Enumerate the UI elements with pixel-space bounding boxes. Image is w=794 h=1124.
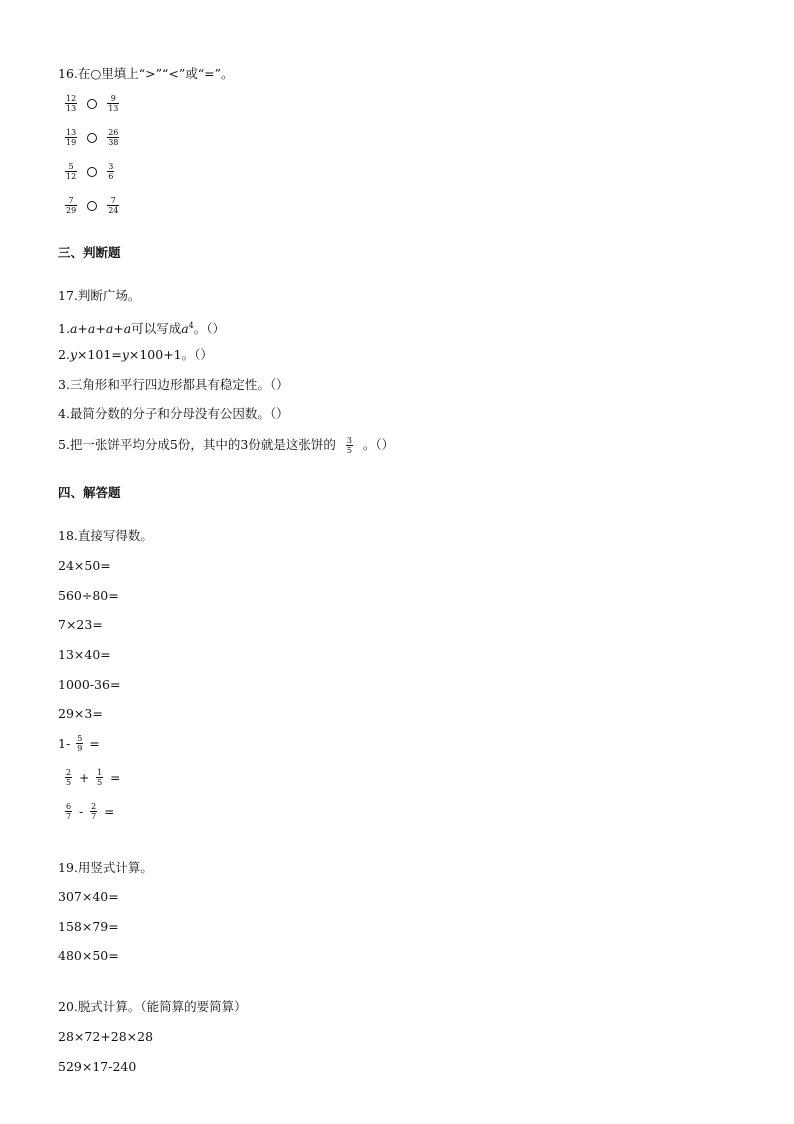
fraction: $\frac{6}{7}$ (66, 802, 72, 821)
compare-row-1 (62, 94, 122, 113)
fraction-left: $\frac{13}{19}$ (66, 128, 77, 147)
fraction-right: $\frac{26}{38}$ (108, 128, 119, 147)
section-title-answers: 四、解答题 (58, 485, 121, 500)
q18-item-7: 1- $\frac{5}{9}$ = (58, 734, 100, 753)
compare-row-4 (62, 196, 122, 215)
fraction: $\frac{1}{5}$ (97, 768, 103, 787)
compare-row-3 (62, 162, 117, 181)
q18-item-3: 7×23= (58, 617, 103, 632)
fraction: $\frac{2}{5}$ (66, 768, 72, 787)
q18-item-1: 24×50= (58, 558, 111, 573)
answer-circle[interactable] (87, 201, 97, 211)
q19-item-2: 158×79= (58, 919, 119, 934)
fraction-right: $\frac{7}{24}$ (108, 196, 119, 215)
q19-item-1: 307×40= (58, 889, 119, 904)
answer-circle[interactable] (87, 167, 97, 177)
answer-circle[interactable] (87, 99, 97, 109)
fraction-right: $\frac{9}{13}$ (108, 94, 119, 113)
q16-prompt: 16.在○里填上“>”“<”或“=”。 (58, 66, 234, 81)
q18-item-4: 13×40= (58, 647, 111, 662)
q19-prompt: 19.用竖式计算。 (58, 860, 153, 875)
q17-item-4: 4.最简分数的分子和分母没有公因数。（） (58, 406, 289, 421)
fraction: $\frac{2}{7}$ (91, 802, 97, 821)
q18-item-8: $\frac{2}{5}$ + $\frac{1}{5}$ = (66, 768, 121, 787)
fraction: $\frac{5}{9}$ (77, 734, 83, 753)
q17-item-1: 1.a+a+a+a可以写成$a^4$。（） (58, 321, 226, 337)
answer-circle[interactable] (87, 133, 97, 143)
q20-item-1: 28×72+28×28 (58, 1029, 154, 1044)
fraction-right: $\frac{3}{6}$ (108, 162, 114, 181)
q17-prompt: 17.判断广场。 (58, 288, 141, 303)
q20-prompt: 20.脱式计算。（能简算的要简算） (58, 999, 247, 1014)
fraction-left: $\frac{12}{13}$ (66, 94, 77, 113)
q18-prompt: 18.直接写得数。 (58, 528, 153, 543)
q18-item-2: 560÷80= (58, 588, 119, 603)
compare-row-2 (62, 128, 122, 147)
fraction-left: $\frac{5}{12}$ (66, 162, 77, 181)
q18-item-6: 29×3= (58, 706, 103, 721)
q20-item-2: 529×17-240 (58, 1059, 137, 1074)
section-title-judgement: 三、判断题 (58, 245, 121, 260)
q18-item-9: $\frac{6}{7}$ - $\frac{2}{7}$ = (66, 802, 115, 821)
q17-item-2: 2.y×101=y×100+1。（） (58, 347, 213, 362)
fraction: $\frac{3}{5}$ (346, 436, 352, 455)
fraction-left: $\frac{7}{29}$ (66, 196, 77, 215)
q17-item-3: 3.三角形和平行四边形都具有稳定性。（） (58, 377, 289, 392)
q19-item-3: 480×50= (58, 948, 119, 963)
q18-item-5: 1000-36= (58, 677, 121, 692)
q17-item-5: 5.把一张饼平均分成5份，其中的3份就是这张饼的 $\frac{3}{5}$ 。（） (58, 436, 395, 455)
